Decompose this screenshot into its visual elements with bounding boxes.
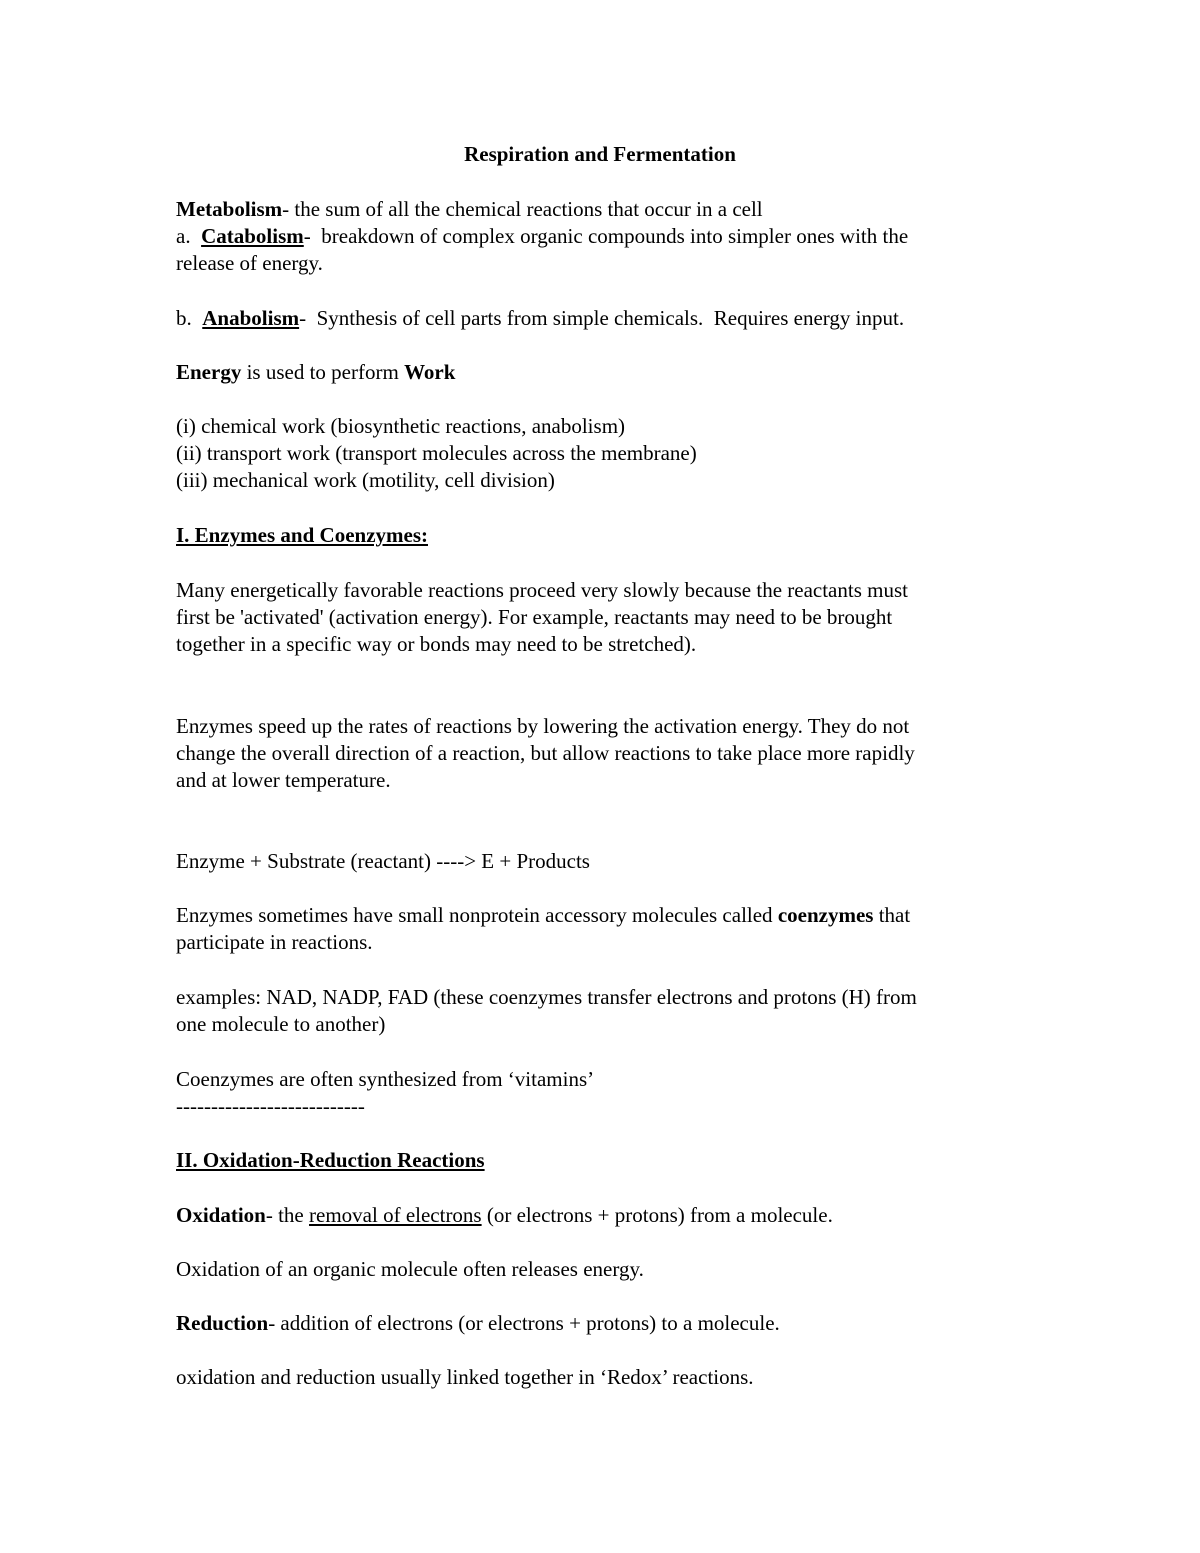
work-item-mechanical: (iii) mechanical work (motility, cell division) xyxy=(176,468,555,492)
energy-middle: is used to perform xyxy=(241,360,405,384)
separator-line: --------------------------- xyxy=(176,1094,365,1118)
work-term: Work xyxy=(404,360,456,384)
work-item-transport: (ii) transport work (transport molecules across the membrane) xyxy=(176,441,697,465)
coenzyme-line-1 xyxy=(176,902,910,929)
reduction-term: Reduction xyxy=(176,1311,269,1335)
catabolism-line-2: release of energy. xyxy=(176,251,323,275)
oxidation-underlined: removal of electrons xyxy=(309,1203,482,1227)
oxidation-term: Oxidation xyxy=(176,1203,266,1227)
coenzyme-pre: Enzymes sometimes have small nonprotein accessory molecules called xyxy=(176,903,778,927)
activation-para-line-3: together in a specific way or bonds may need to be stretched). xyxy=(176,632,697,656)
activation-para-line-1: Many energetically favorable reactions proceed very slowly because the reactants must xyxy=(176,578,908,602)
enzyme-equation: Enzyme + Substrate (reactant) ----> E + Products xyxy=(176,849,590,873)
catabolism-prefix: a. xyxy=(176,224,202,248)
oxidation-pre: - the xyxy=(265,1203,310,1227)
coenzyme-examples-line-2: one molecule to another) xyxy=(176,1012,386,1036)
vitamins-line: Coenzymes are often synthesized from ‘vitamins’ xyxy=(176,1067,595,1091)
enzymes-para-line-2: change the overall direction of a reaction, but allow reactions to take place more rapidly xyxy=(176,741,915,765)
coenzyme-line-2: participate in reactions. xyxy=(176,930,373,954)
reduction-text: - addition of electrons (or electrons + protons) to a molecule. xyxy=(268,1311,780,1335)
work-item-chemical: (i) chemical work (biosynthetic reactions, anabolism) xyxy=(176,414,626,438)
oxidation-definition xyxy=(176,1202,833,1229)
oxidation-post: (or electrons + protons) from a molecule. xyxy=(481,1203,833,1227)
reduction-definition xyxy=(176,1310,780,1337)
section-heading-enzymes: I. Enzymes and Coenzymes: xyxy=(176,523,428,547)
metabolism-definition xyxy=(176,196,763,223)
coenzyme-examples-line-1: examples: NAD, NADP, FAD (these coenzymes transfer electrons and protons (H) from xyxy=(176,985,917,1009)
activation-para-line-2: first be 'activated' (activation energy). For example, reactants may need to be brought xyxy=(176,605,893,629)
anabolism-prefix: b. xyxy=(176,306,203,330)
energy-term: Energy xyxy=(176,360,242,384)
section-heading-redox: II. Oxidation-Reduction Reactions xyxy=(176,1148,485,1172)
anabolism-line xyxy=(176,305,904,332)
catabolism-text: - breakdown of complex organic compounds into simpler ones with the xyxy=(303,224,909,248)
metabolism-term: Metabolism xyxy=(176,197,283,221)
anabolism-term: Anabolism xyxy=(202,306,300,330)
catabolism-term: Catabolism xyxy=(201,224,304,248)
enzymes-para-line-1: Enzymes speed up the rates of reactions by lowering the activation energy. They do not xyxy=(176,714,910,738)
energy-work-line xyxy=(176,359,455,386)
anabolism-text: - Synthesis of cell parts from simple chemicals. Requires energy input. xyxy=(299,306,905,330)
metabolism-text: - the sum of all the chemical reactions that occur in a cell xyxy=(282,197,763,221)
page-title: Respiration and Fermentation xyxy=(464,142,736,166)
enzymes-para-line-3: and at lower temperature. xyxy=(176,768,391,792)
coenzyme-post: that xyxy=(873,903,911,927)
catabolism-line xyxy=(176,223,908,250)
coenzyme-term: coenzymes xyxy=(777,903,874,927)
redox-note: oxidation and reduction usually linked together in ‘Redox’ reactions. xyxy=(176,1365,754,1389)
oxidation-note: Oxidation of an organic molecule often releases energy. xyxy=(176,1257,644,1281)
